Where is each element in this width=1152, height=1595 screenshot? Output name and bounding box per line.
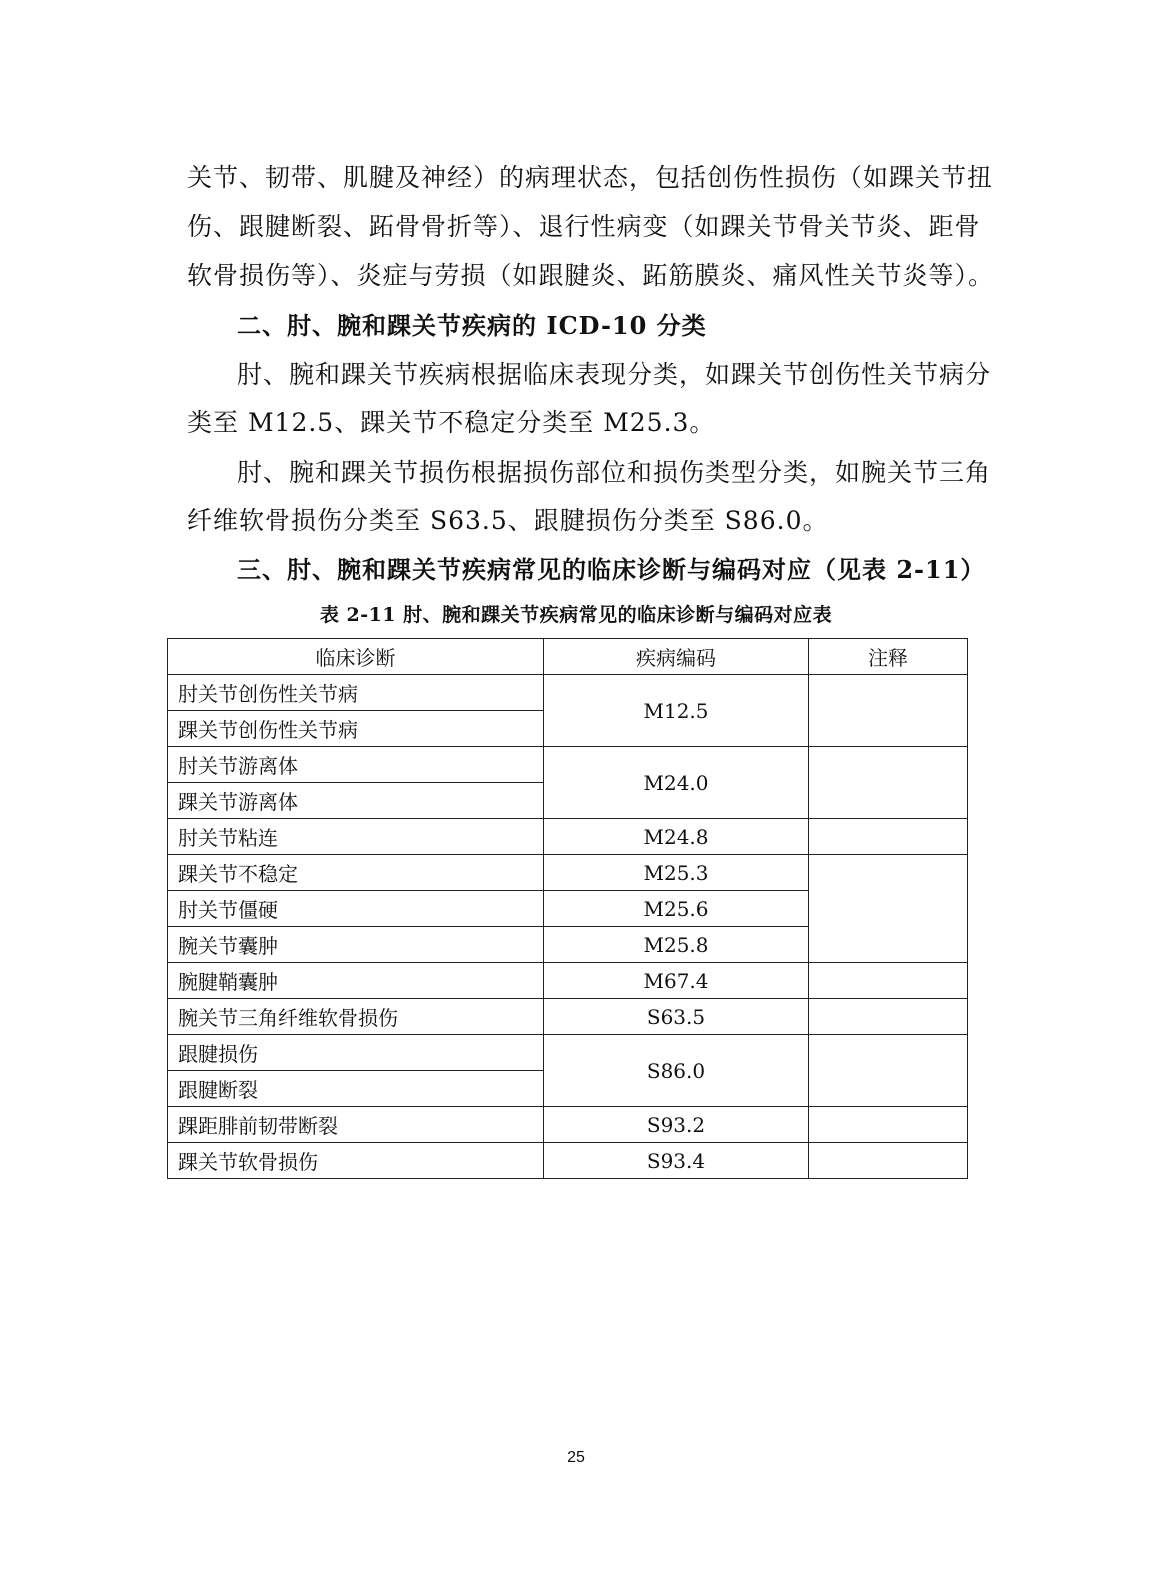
code-cell: S93.2: [544, 1107, 809, 1143]
header-code: 疾病编码: [544, 639, 809, 675]
diagnosis-cell: 腕关节三角纤维软骨损伤: [168, 999, 544, 1035]
paragraph-3-line-2: 纤维软骨损伤分类至 S63.5、跟腱损伤分类至 S86.0。: [187, 506, 829, 535]
note-cell: [809, 855, 968, 963]
note-cell: [809, 1143, 968, 1179]
section-heading-3: 三、肘、腕和踝关节疾病常见的临床诊断与编码对应（见表 2-11）: [237, 555, 986, 584]
table-row: [168, 819, 968, 855]
code-cell: M24.8: [544, 819, 809, 855]
paragraph-1-line-1: 关节、韧带、肌腱及神经）的病理状态，包括创伤性损伤（如踝关节扭: [187, 163, 994, 192]
header-diagnosis: 临床诊断: [168, 639, 544, 675]
paragraph-1-line-2: 伤、跟腱断裂、跖骨骨折等）、退行性病变（如踝关节骨关节炎、距骨: [187, 212, 981, 241]
diagnosis-cell: 跟腱损伤: [168, 1035, 544, 1071]
table-row: [168, 1143, 968, 1179]
note-cell: [809, 747, 968, 819]
section-heading-2: 二、肘、腕和踝关节疾病的 ICD-10 分类: [237, 311, 707, 340]
diagnosis-cell: 肘关节僵硬: [168, 891, 544, 927]
code-cell: S93.4: [544, 1143, 809, 1179]
diagnosis-cell: 肘关节创伤性关节病: [168, 675, 544, 711]
code-cell: S86.0: [544, 1035, 809, 1107]
paragraph-2-line-1: 肘、腕和踝关节疾病根据临床表现分类，如踝关节创伤性关节病分: [237, 360, 992, 389]
code-cell: M67.4: [544, 963, 809, 999]
header-note: 注释: [809, 639, 968, 675]
diagnosis-cell: 踝关节软骨损伤: [168, 1143, 544, 1179]
note-cell: [809, 999, 968, 1035]
code-cell: M12.5: [544, 675, 809, 747]
diagnosis-cell: 踝关节不稳定: [168, 855, 544, 891]
diagnosis-cell: 踝距腓前韧带断裂: [168, 1107, 544, 1143]
note-cell: [809, 819, 968, 855]
table-row: [168, 963, 968, 999]
table-header-row: [168, 639, 968, 675]
diagnosis-cell: 踝关节创伤性关节病: [168, 711, 544, 747]
diagnosis-cell: 跟腱断裂: [168, 1071, 544, 1107]
diagnosis-cell: 腕关节囊肿: [168, 927, 544, 963]
note-cell: [809, 963, 968, 999]
code-cell: M24.0: [544, 747, 809, 819]
table-row: [168, 1107, 968, 1143]
diagnosis-cell: 肘关节粘连: [168, 819, 544, 855]
code-cell: M25.6: [544, 891, 809, 927]
note-cell: [809, 1035, 968, 1107]
paragraph-2-line-2: 类至 M12.5、踝关节不稳定分类至 M25.3。: [187, 408, 716, 437]
page-number: 25: [567, 1449, 585, 1466]
code-cell: S63.5: [544, 999, 809, 1035]
note-cell: [809, 675, 968, 747]
diagnosis-cell: 肘关节游离体: [168, 747, 544, 783]
table-row: [168, 999, 968, 1035]
diagnosis-code-table: [167, 638, 968, 1179]
table-row: [168, 1035, 968, 1071]
table-row: [168, 747, 968, 783]
code-cell: M25.3: [544, 855, 809, 891]
table-row: [168, 855, 968, 891]
diagnosis-cell: 腕腱鞘囊肿: [168, 963, 544, 999]
paragraph-3-line-1: 肘、腕和踝关节损伤根据损伤部位和损伤类型分类，如腕关节三角: [237, 458, 992, 487]
diagnosis-cell: 踝关节游离体: [168, 783, 544, 819]
paragraph-1-line-3: 软骨损伤等）、炎症与劳损（如跟腱炎、跖筋膜炎、痛风性关节炎等）。: [187, 261, 995, 290]
table-row: [168, 675, 968, 711]
table-caption: 表 2-11 肘、腕和踝关节疾病常见的临床诊断与编码对应表: [319, 604, 833, 626]
note-cell: [809, 1107, 968, 1143]
code-cell: M25.8: [544, 927, 809, 963]
